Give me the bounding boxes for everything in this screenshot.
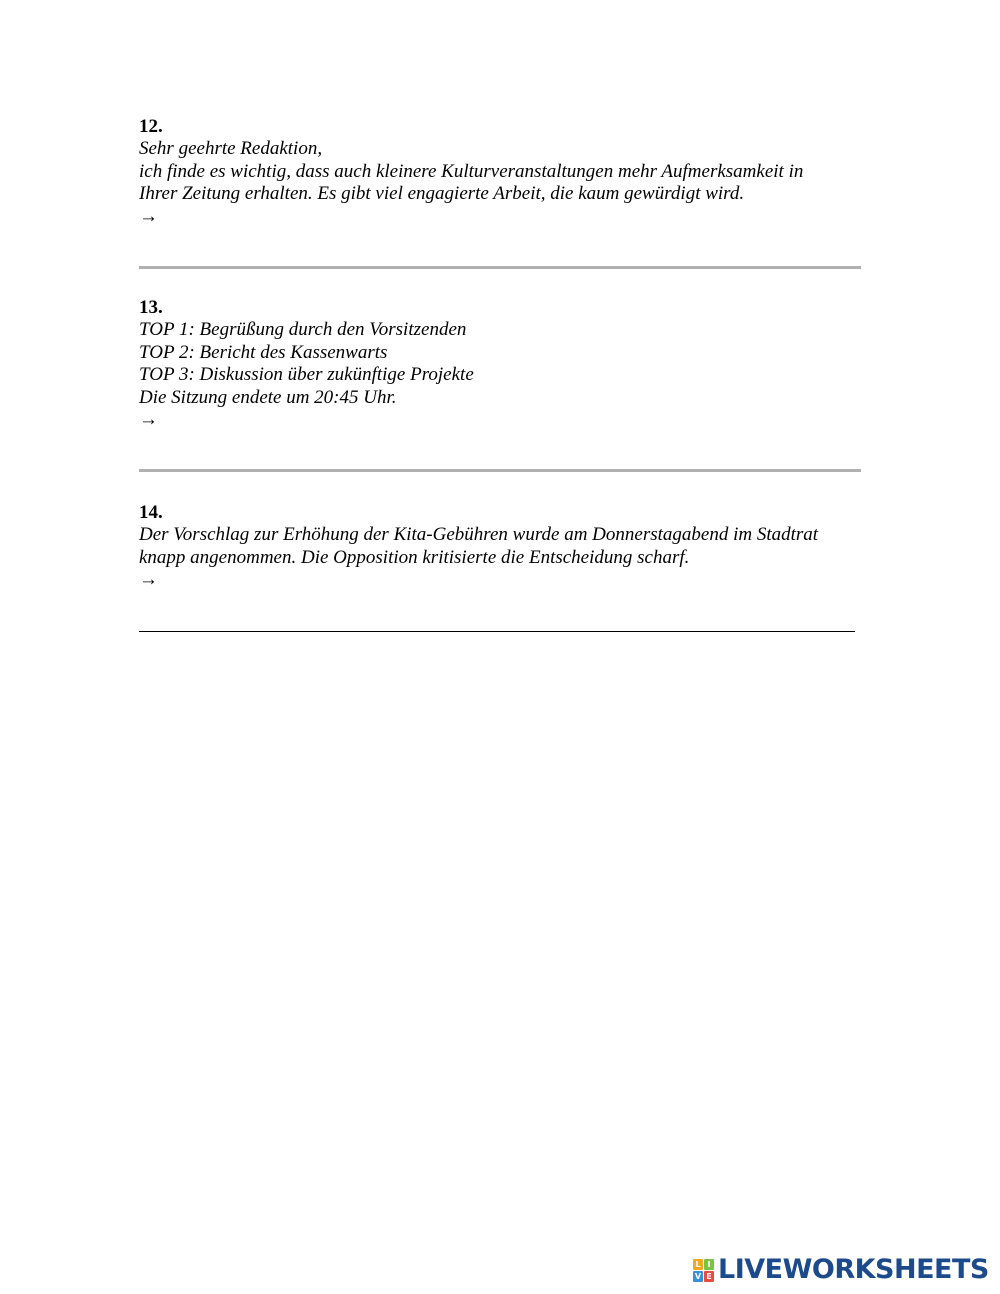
logo-mark-icon (693, 1259, 714, 1282)
liveworksheets-logo (693, 1256, 989, 1284)
logo-mark-letter: V (694, 1271, 702, 1281)
item-text-line: ich finde es wichtig, dass auch kleinere Kulturveranstaltungen mehr Aufmerksamkeit in (139, 160, 804, 182)
item-text-line: Ihrer Zeitung erhalten. Es gibt viel engagierte Arbeit, die kaum gewürdigt wird. (139, 183, 745, 204)
logo-mark-letter: L (693, 1259, 703, 1270)
item-text-line: knapp angenommen. Die Opposition kritisierte die Entscheidung scharf. (139, 546, 690, 568)
exercise-item-12 (139, 116, 861, 228)
answer-line[interactable] (139, 469, 861, 472)
item-number: 14. (139, 502, 163, 523)
item-text-line: TOP 1: Begrüßung durch den Vorsitzenden (139, 319, 467, 340)
item-number: 13. (139, 297, 163, 318)
exercise-item-13 (139, 297, 861, 432)
item-text-line: TOP 2: Bericht des Kassenwarts (139, 341, 388, 363)
item-text-line: TOP 3: Diskussion über zukünftige Projekte (139, 364, 474, 385)
item-number: 12. (139, 116, 163, 137)
answer-arrow: → (139, 569, 158, 590)
logo-mark-letter: E (704, 1271, 714, 1282)
item-text-line: Der Vorschlag zur Erhöhung der Kita-Gebühren wurde am Donnerstagabend im Stadtrat (139, 524, 819, 545)
answer-line[interactable] (139, 631, 855, 632)
item-text-line: Die Sitzung endete um 20:45 Uhr. (139, 386, 397, 408)
answer-arrow: → (139, 409, 158, 430)
exercise-item-14 (139, 502, 861, 592)
answer-line[interactable] (139, 266, 861, 269)
logo-text: LIVEWORKSHEETS (718, 1254, 989, 1285)
answer-arrow: → (139, 205, 158, 227)
logo-mark-letter: I (704, 1259, 714, 1270)
item-text-line: Sehr geehrte Redaktion, (139, 138, 323, 159)
